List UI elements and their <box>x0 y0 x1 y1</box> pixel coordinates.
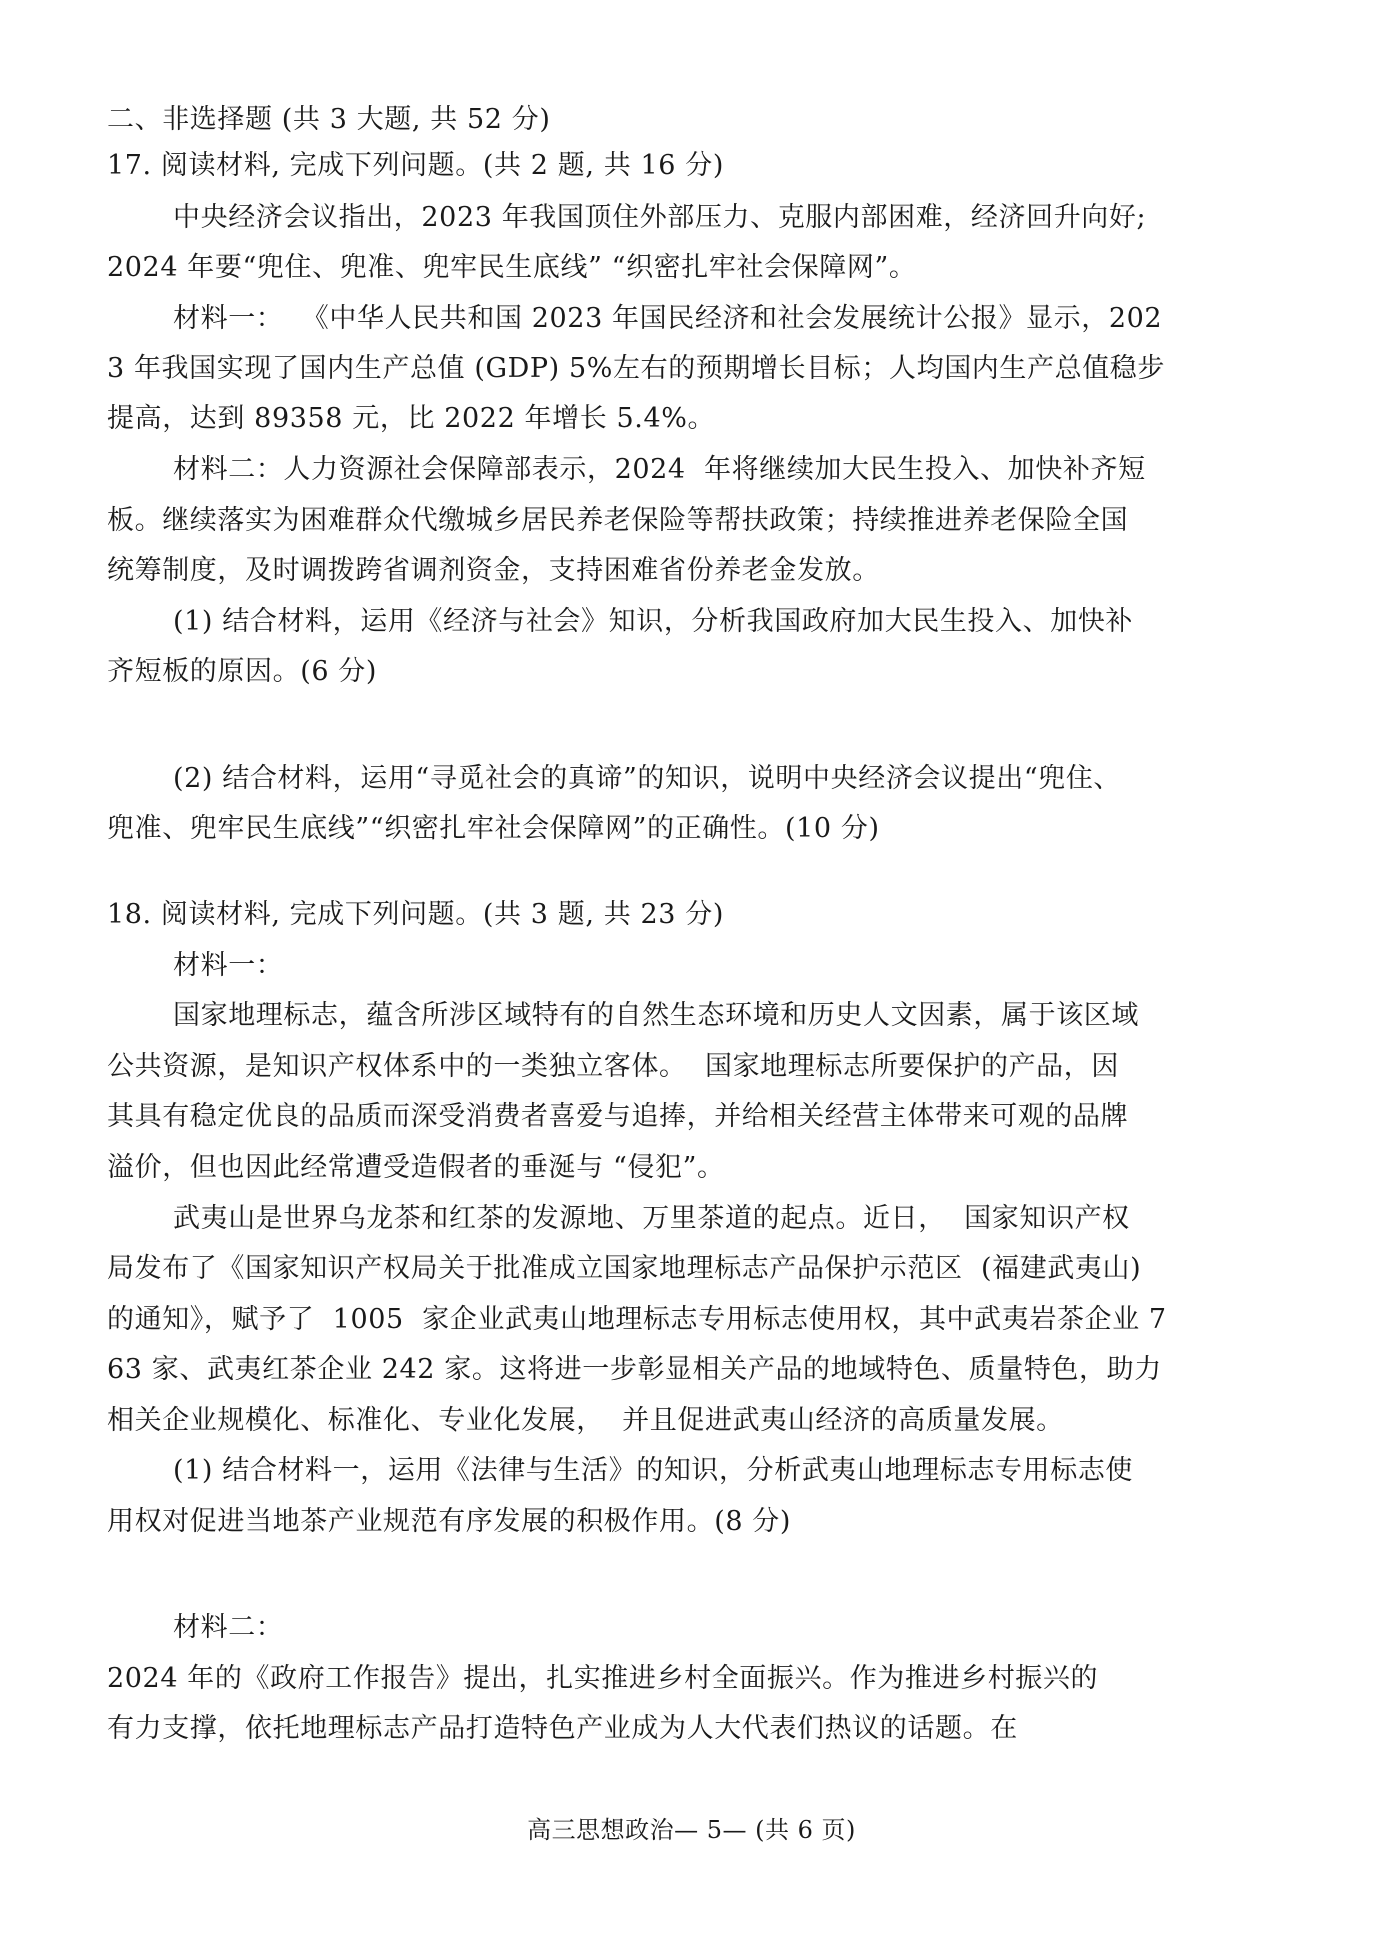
q18-material1-label: 材料一： <box>173 950 284 981</box>
q17-sub1-line-2: 齐短板的原因。(6 分) <box>107 656 378 687</box>
q17-material2-line-3: 统筹制度，及时调拨跨省调剂资金，支持困难省份养老金发放。 <box>107 555 880 586</box>
q18-material1-p2-line-3: 的通知》，赋予了 1005 家企业武夷山地理标志专用标志使用权，其中武夷岩茶企业 7 <box>107 1304 1167 1335</box>
q18-material2-p1-line-1: 2024 年的《政府工作报告》提出，扎实推进乡村全面振兴。作为推进乡村振兴的 <box>107 1663 1099 1694</box>
q18-material2-label: 材料二： <box>173 1612 284 1643</box>
section-title: 二、非选择题 (共 3 大题, 共 52 分) <box>107 104 551 135</box>
q17-sub1-line-1: (1) 结合材料，运用《经济与社会》知识，分析我国政府加大民生投入、加快补 <box>173 606 1134 637</box>
q17-intro-line-2: 2024 年要“兜住、兜准、兜牢民生底线” “织密扎牢社会保障网”。 <box>107 252 917 283</box>
q17-material1-line-1: 材料一： 《中华人民共和国 2023 年国民经济和社会发展统计公报》显示，202 <box>173 303 1163 334</box>
q18-material2-p1-line-2: 有力支撑，依托地理标志产品打造特色产业成为人大代表们热议的话题。在 <box>107 1713 1018 1744</box>
q18-material1-p1-line-1: 国家地理标志，蕴含所涉区域特有的自然生态环境和历史人文因素，属于该区域 <box>173 1000 1139 1031</box>
q18-material1-p2-line-4: 63 家、武夷红茶企业 242 家。这将进一步彰显相关产品的地域特色、质量特色，助力 <box>107 1354 1162 1385</box>
q18-material1-p1-line-3: 其具有稳定优良的品质而深受消费者喜爱与追捧，并给相关经营主体带来可观的品牌 <box>107 1101 1129 1132</box>
q17-material2-line-2: 板。继续落实为困难群众代缴城乡居民养老保险等帮扶政策；持续推进养老保险全国 <box>107 505 1129 536</box>
q18-material1-p2-line-5: 相关企业规模化、标准化、专业化发展， 并且促进武夷山经济的高质量发展。 <box>107 1405 1064 1436</box>
question-17-heading: 17. 阅读材料, 完成下列问题。(共 2 题, 共 16 分) <box>107 150 724 181</box>
q18-sub1-line-2: 用权对促进当地茶产业规范有序发展的积极作用。(8 分) <box>107 1506 792 1537</box>
page-footer: 高三思想政治— 5— (共 6 页) <box>527 1816 856 1844</box>
question-18-heading: 18. 阅读材料, 完成下列问题。(共 3 题, 共 23 分) <box>107 899 724 930</box>
q18-material1-p2-line-1: 武夷山是世界乌龙茶和红茶的发源地、万里茶道的起点。近日， 国家知识产权 <box>173 1203 1130 1234</box>
q18-material1-p1-line-4: 溢价，但也因此经常遭受造假者的垂涎与 “侵犯”。 <box>107 1152 725 1183</box>
q18-material1-p2-line-2: 局发布了《国家知识产权局关于批准成立国家地理标志产品保护示范区 (福建武夷山) <box>107 1253 1142 1284</box>
q17-material2-line-1: 材料二：人力资源社会保障部表示，2024 年将继续加大民生投入、加快补齐短 <box>173 454 1146 485</box>
q17-intro-line-1: 中央经济会议指出，2023 年我国顶住外部压力、克服内部困难，经济回升向好; <box>173 202 1147 233</box>
q18-sub1-line-1: (1) 结合材料一，运用《法律与生活》的知识，分析武夷山地理标志专用标志使 <box>173 1455 1134 1486</box>
q18-material1-p1-line-2: 公共资源，是知识产权体系中的一类独立客体。 国家地理标志所要保护的产品，因 <box>107 1051 1119 1082</box>
q17-sub2-line-2: 兜准、兜牢民生底线”“织密扎牢社会保障网”的正确性。(10 分) <box>107 813 880 844</box>
q17-sub2-line-1: (2) 结合材料，运用“寻觅社会的真谛”的知识，说明中央经济会议提出“兜住、 <box>173 763 1122 794</box>
q17-material1-line-3: 提高，达到 89358 元，比 2022 年增长 5.4%。 <box>107 403 716 434</box>
q17-material1-line-2: 3 年我国实现了国内生产总值 (GDP) 5%左右的预期增长目标；人均国内生产总值稳步 <box>107 353 1166 384</box>
